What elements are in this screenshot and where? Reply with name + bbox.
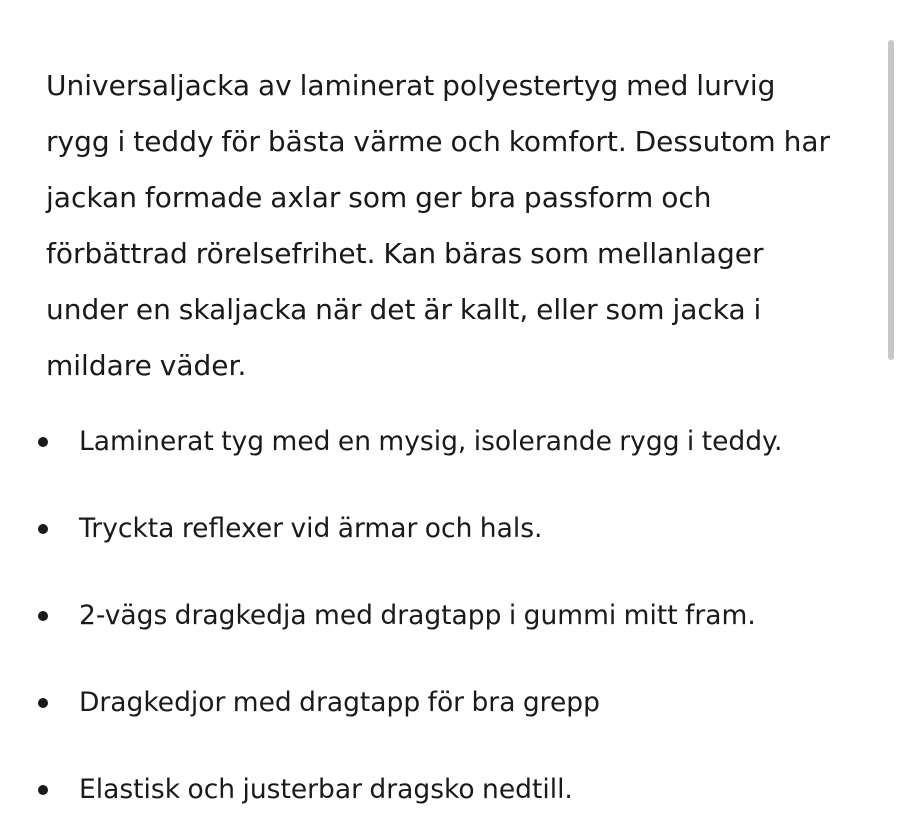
product-description: Universaljacka av laminerat polyestertyg med lurvig rygg i teddy för bästa värme och komfort. Dessutom har jackan formade axlar som ger bra passform och förbättrad rörelsefrihet. Kan bäras som mellanlager under en skaljacka när det är kallt, eller som jacka i mildare väder.: [46, 69, 831, 382]
scrollbar[interactable]: [888, 40, 894, 360]
bullet-icon: [38, 437, 48, 447]
bullet-icon: [38, 785, 48, 795]
feature-list: [46, 422, 846, 810]
bullet-icon: [38, 698, 48, 708]
feature-item: [46, 683, 846, 723]
bullet-icon: [38, 611, 48, 621]
feature-item: [46, 422, 846, 462]
feature-item: [46, 509, 846, 549]
scrollbar-thumb[interactable]: [888, 40, 894, 360]
feature-text: Elastisk och justerbar dragsko nedtill.: [79, 774, 573, 805]
feature-item: [46, 770, 846, 810]
product-details: [46, 58, 846, 839]
feature-text: Dragkedjor med dragtapp för bra grepp: [79, 687, 600, 718]
feature-text: 2-vägs dragkedja med dragtapp i gummi mitt fram.: [79, 600, 756, 631]
bullet-icon: [38, 524, 48, 534]
feature-text: Tryckta reflexer vid ärmar och hals.: [79, 513, 543, 544]
feature-text: Laminerat tyg med en mysig, isolerande rygg i teddy.: [79, 426, 783, 457]
feature-item: [46, 596, 846, 636]
